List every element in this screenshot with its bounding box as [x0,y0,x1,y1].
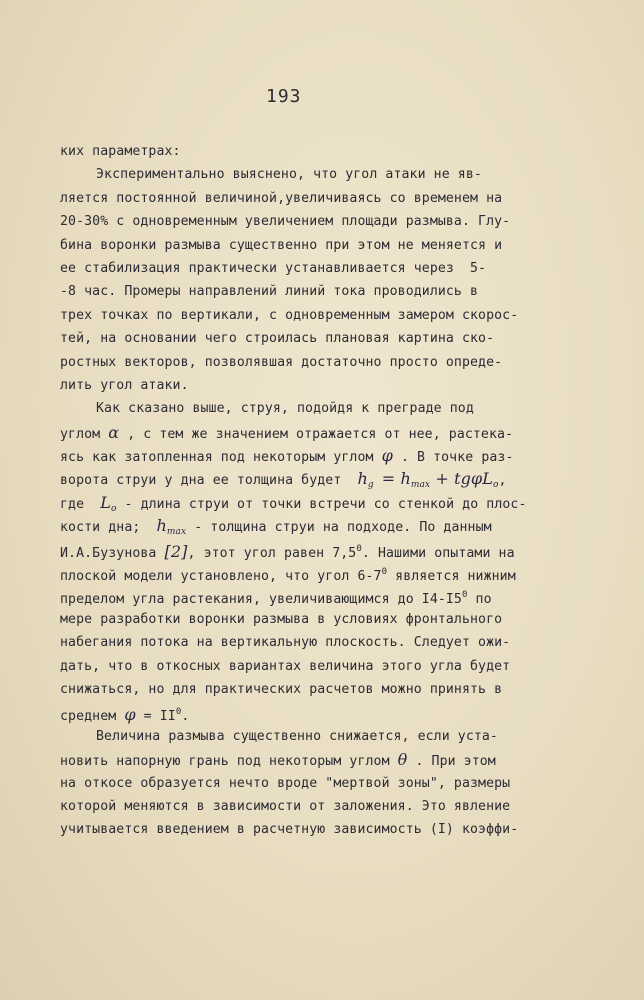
text-line-1: ких параметрах: [60,144,181,159]
h-max-symbol: h [156,516,167,536]
text-line-11: лить угол атаки. [60,377,189,393]
degree-sup: 0 [381,567,388,578]
text-line-14: ясь как затопленная под некоторым углом φ . В точке раз- [60,446,514,466]
text-line-4: 20-30% с одновременным увеличением площади размыва. Глу- [60,214,511,230]
degree-sup: 0 [175,707,182,718]
text-line-13: углом α , с тем же значением отражается от нее, растека- [60,422,514,442]
text-line-7: -8 час. Промеры направлений линий тока проводились в [60,284,479,300]
text-line-19: плоской модели установлено, что угол $6-7^0$ является нижним [60,567,516,585]
text-line-28: на откосе образуется нечто вроде "мертвой зоны", размеры [60,775,511,791]
text-line-18: И.А.Бузунова [2], этот угол равен $7,5^0$. Нашими опытами на [60,541,515,561]
text-line-24: снижаться, но для практических расчетов можно принять в [60,681,503,697]
text-line-26: Величина размыва существенно снижается, если уста- [96,728,498,744]
text-line-20: пределом угла растекания, увеличивающимся до $I4-I5^0$ по [60,590,492,608]
text-line-22: набегания потока на вертикальную плоскость. Следует ожи- [60,635,511,651]
phi-symbol: φ [381,446,393,466]
degree-sup: 0 [461,590,468,601]
text-line-5: бина воронки размыва существенно при этом не меняется и [60,237,503,253]
formula-sub-max: max [410,480,431,491]
text-line-2: Экспериментально выяснено, что угол атаки не яв- [96,167,482,183]
text-line-29: которой меняются в зависимости от заложения. Это явление [60,798,511,814]
formula-sub-o: o [492,480,499,491]
text-line-23: дать, что в откосных вариантах величина этого угла будет [60,658,511,674]
formula-eq-h: = h [381,469,411,489]
text-line-9: тей, на основании чего строилась плановая картина ско- [60,331,495,347]
text-line-8: трех точках по вертикали, с одновременным замером скорос- [60,307,519,323]
text-line-6: ее стабилизация практически устанавливается через 5- [60,260,487,276]
text-line-25: среднем $\varphi = II^0$. [60,705,190,725]
formula-sub-g: g [367,480,374,491]
citation-ref: [2] [164,541,188,561]
l-symbol: L [100,492,111,512]
text-line-3: ляется постоянной величиной,увеличиваясь со временем на [60,190,503,206]
text-line-16: где $L_o$ - длина струи от точки встречи со стенкой до плос- [60,492,527,514]
text-line-27: новить напорную грань под некоторым углом θ . При этом [60,750,496,770]
degree-sup: 0 [356,543,362,554]
text-line-21: мере разработки воронки размыва в условиях фронтального [60,611,503,627]
l-sub-o: o [110,503,117,514]
body-text [60,140,560,842]
h-sub-max: max [166,527,187,538]
text-line-17: кости дна; $h_{max}$ - толщина струи на подходе. По данным [60,516,492,538]
phi-symbol: φ [124,705,136,725]
formula-h: h [357,469,368,489]
alpha-symbol: α [108,422,120,442]
page-number: 193 [266,86,302,107]
text-line-12: Как сказано выше, струя, подойдя к преграде под [96,401,474,417]
formula-tg: + tgφL [430,469,493,489]
theta-symbol: θ [397,750,408,770]
text-line-30: учитывается введением в расчетную зависимость (I) коэффи- [60,822,519,838]
text-line-15: ворота струи у дна ее толщина будет $h_g = h_{max} + tg\varphi L_o$, [60,469,507,491]
text-line-10: ростных векторов, позволявшая достаточно просто опреде- [60,354,503,370]
